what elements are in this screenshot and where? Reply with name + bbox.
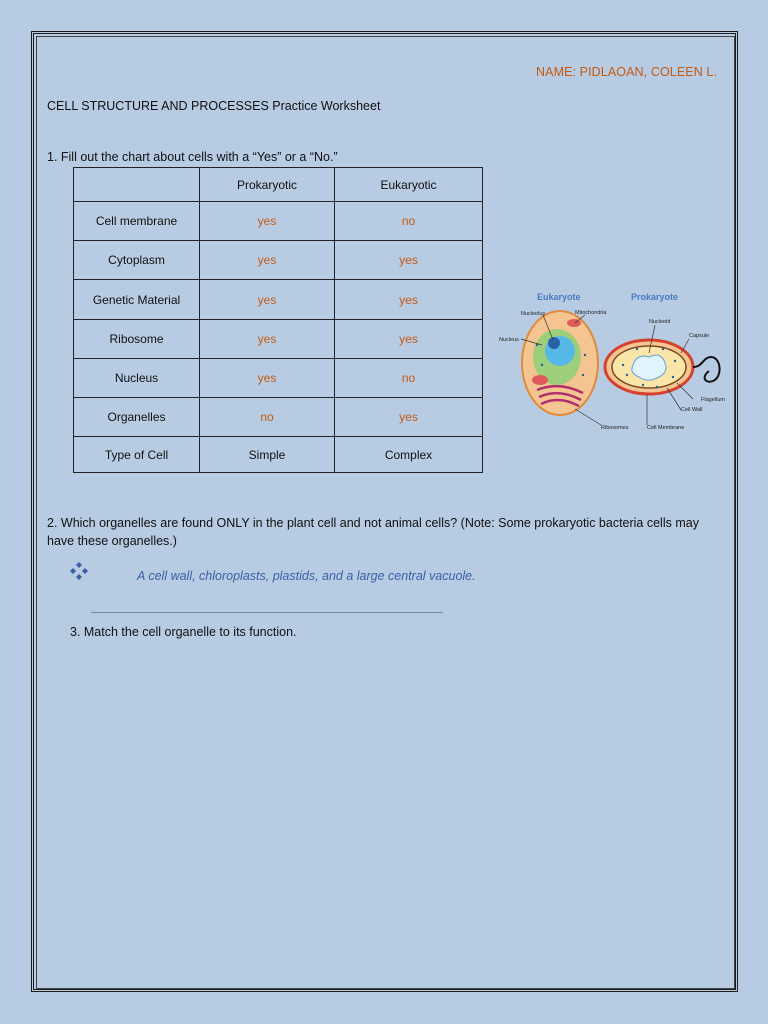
cell-comparison-table: [73, 167, 483, 473]
diamond-bullet-icon: [68, 561, 90, 581]
row-label: Nucleus: [74, 359, 200, 398]
label-flagellum: Flagellum: [701, 397, 725, 403]
question-1: 1. Fill out the chart about cells with a “Yes” or a “No.”: [47, 150, 338, 164]
question-2: 2. Which organelles are found ONLY in the plant cell and not animal cells? (Note: Some prokaryotic bacteria cells may have these organelles.): [47, 516, 699, 548]
nucleoid-shape: [632, 355, 666, 380]
answer-2: A cell wall, chloroplasts, plastids, and a large central vacuole.: [137, 569, 476, 583]
flagellum-shape: [693, 357, 720, 382]
mitochondria-shape: [532, 375, 548, 385]
prokaryotic-cell: yes: [200, 359, 335, 398]
worksheet-title-rest: Practice Worksheet: [268, 99, 381, 113]
eukaryotic-cell: Complex: [335, 437, 483, 473]
table-header-blank: [74, 168, 200, 202]
label-cell-wall: Cell Wall: [681, 407, 703, 413]
table-header-row: [74, 168, 483, 202]
label-capsule: Capsule: [689, 333, 710, 339]
student-name: NAME: PIDLAOAN, COLEEN L.: [536, 65, 718, 79]
row-label: Organelles: [74, 398, 200, 437]
label-nucleoid: Nucleoid: [649, 319, 671, 325]
eukaryotic-cell: yes: [335, 398, 483, 437]
table-row: [74, 320, 483, 359]
label-cell-membrane: Cell Membrane: [647, 425, 685, 431]
table-row: [74, 241, 483, 280]
table-row: [74, 202, 483, 241]
answer-underline: [91, 612, 443, 613]
eukaryotic-cell: no: [335, 359, 483, 398]
eukaryotic-cell: yes: [335, 320, 483, 359]
eukaryotic-cell: yes: [335, 280, 483, 320]
eukaryote-title: Eukaryote: [537, 292, 581, 302]
eukaryotic-cell: yes: [335, 241, 483, 280]
prokaryotic-cell: yes: [200, 320, 335, 359]
prokaryote-title: Prokaryote: [631, 292, 679, 302]
label-nucleus: Nucleus: [499, 337, 519, 343]
table-header-prokaryotic: Prokaryotic: [200, 168, 335, 202]
row-label: Cell membrane: [74, 202, 200, 241]
table-row: [74, 437, 483, 473]
worksheet-title: [47, 99, 380, 113]
question-3: 3. Match the cell organelle to its function.: [70, 625, 297, 639]
prokaryotic-cell: yes: [200, 241, 335, 280]
table-row: [74, 280, 483, 320]
prokaryotic-cell: no: [200, 398, 335, 437]
row-label: Ribosome: [74, 320, 200, 359]
row-label: Cytoplasm: [74, 241, 200, 280]
prokaryotic-cell: Simple: [200, 437, 335, 473]
worksheet-title-caps: CELL STRUCTURE AND PROCESSES: [47, 99, 269, 113]
eukaryotic-cell: no: [335, 202, 483, 241]
table-header-eukaryotic: Eukaryotic: [335, 168, 483, 202]
label-mitochondria: Mitochondria: [575, 310, 607, 316]
nucleolus-shape: [548, 337, 560, 349]
label-nucleolus: Nucleolus: [521, 311, 546, 317]
table-row: [74, 359, 483, 398]
prokaryotic-cell: yes: [200, 202, 335, 241]
row-label: Genetic Material: [74, 280, 200, 320]
table-row: [74, 398, 483, 437]
cell-diagram: [497, 285, 737, 435]
prokaryotic-cell: yes: [200, 280, 335, 320]
row-label: Type of Cell: [74, 437, 200, 473]
label-ribosomes: Ribosomes: [601, 425, 629, 431]
